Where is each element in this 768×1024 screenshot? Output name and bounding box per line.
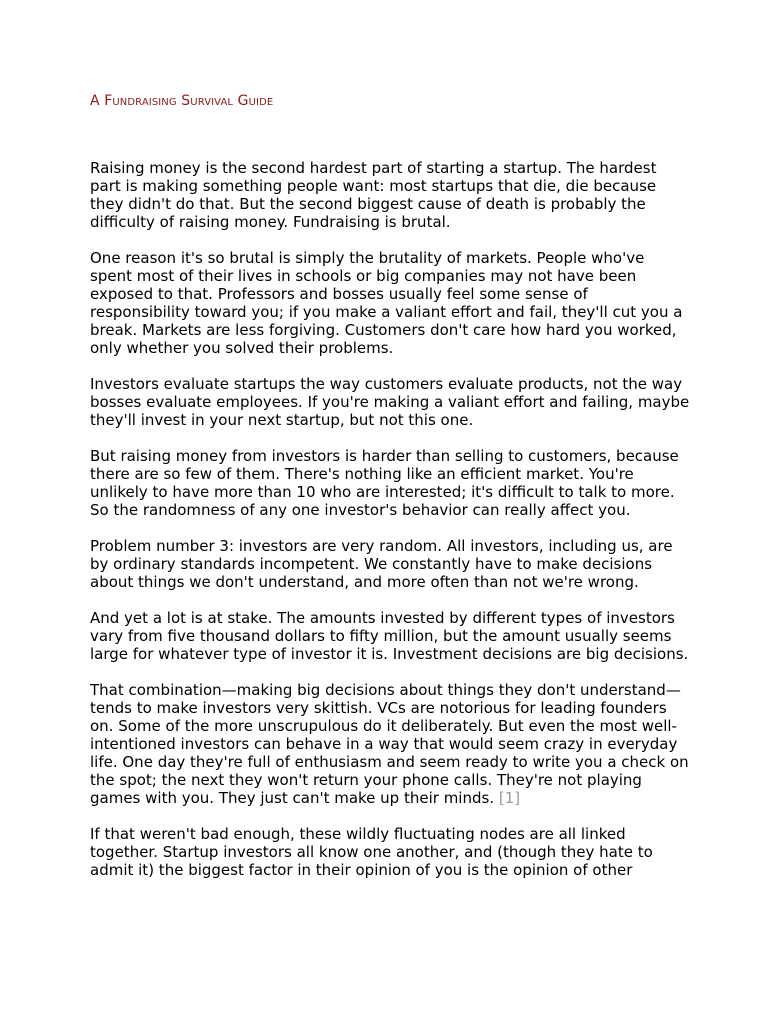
paragraph-3: Investors evaluate startups the way customers evaluate products, not the way bosses evaluate employees. If you're making a valiant effort and failing, maybe they'll invest in your next startup, but not this one. <box>90 375 690 429</box>
paragraph-6: And yet a lot is at stake. The amounts invested by different types of investors vary from five thousand dollars to fifty million, but the amount usually seems large for whatever type of investor it is. Investment decisions are big decisions. <box>90 609 689 663</box>
paragraph-7-text: That combination—making big decisions about things they don't understand—tends to make investors very skittish. VCs are notorious for leading founders on. Some of the more unscrupulous do it deliberately. But even the most well-intentioned investors can behave in a way that would seem crazy in everyday life. One day they're full of enthusiasm and seem ready to write you a check on the spot; the next they won't return your phone calls. They're not playing games with you. They just can't make up their minds. <box>90 681 689 807</box>
article-body <box>90 159 690 897</box>
paragraph-2: One reason it's so brutal is simply the brutality of markets. People who've spent most of their lives in schools or big companies may not have been exposed to that. Professors and bosses usually feel some sense of responsibility toward you; if you make a valiant effort and fail, they'll cut you a break. Markets are less forgiving. Customers don't care how hard you worked, only whether you solved their problems. <box>90 249 683 357</box>
paragraph-1: Raising money is the second hardest part of starting a startup. The hardest part is making something people want: most startups that die, die because they didn't do that. But the second biggest cause of death is probably the difficulty of raising money. Fundraising is brutal. <box>90 159 657 231</box>
paragraph-4: But raising money from investors is harder than selling to customers, because there are so few of them. There's nothing like an efficient market. You're unlikely to have more than 10 who are interested; it's difficult to talk to more. So the randomness of any one investor's behavior can really affect you. <box>90 447 679 519</box>
paragraph-7 <box>90 681 690 807</box>
footnote-link-1[interactable]: [1] <box>498 789 521 807</box>
article-title: A Fundraising Survival Guide <box>90 93 274 109</box>
paragraph-5: Problem number 3: investors are very random. All investors, including us, are by ordinary standards incompetent. We constantly have to make decisions about things we don't understand, and more often than not we're wrong. <box>90 537 673 591</box>
paragraph-8: If that weren't bad enough, these wildly fluctuating nodes are all linked together. Startup investors all know one another, and (though they hate to admit it) the biggest factor in their opinion of you is the opinion of other <box>90 825 653 879</box>
